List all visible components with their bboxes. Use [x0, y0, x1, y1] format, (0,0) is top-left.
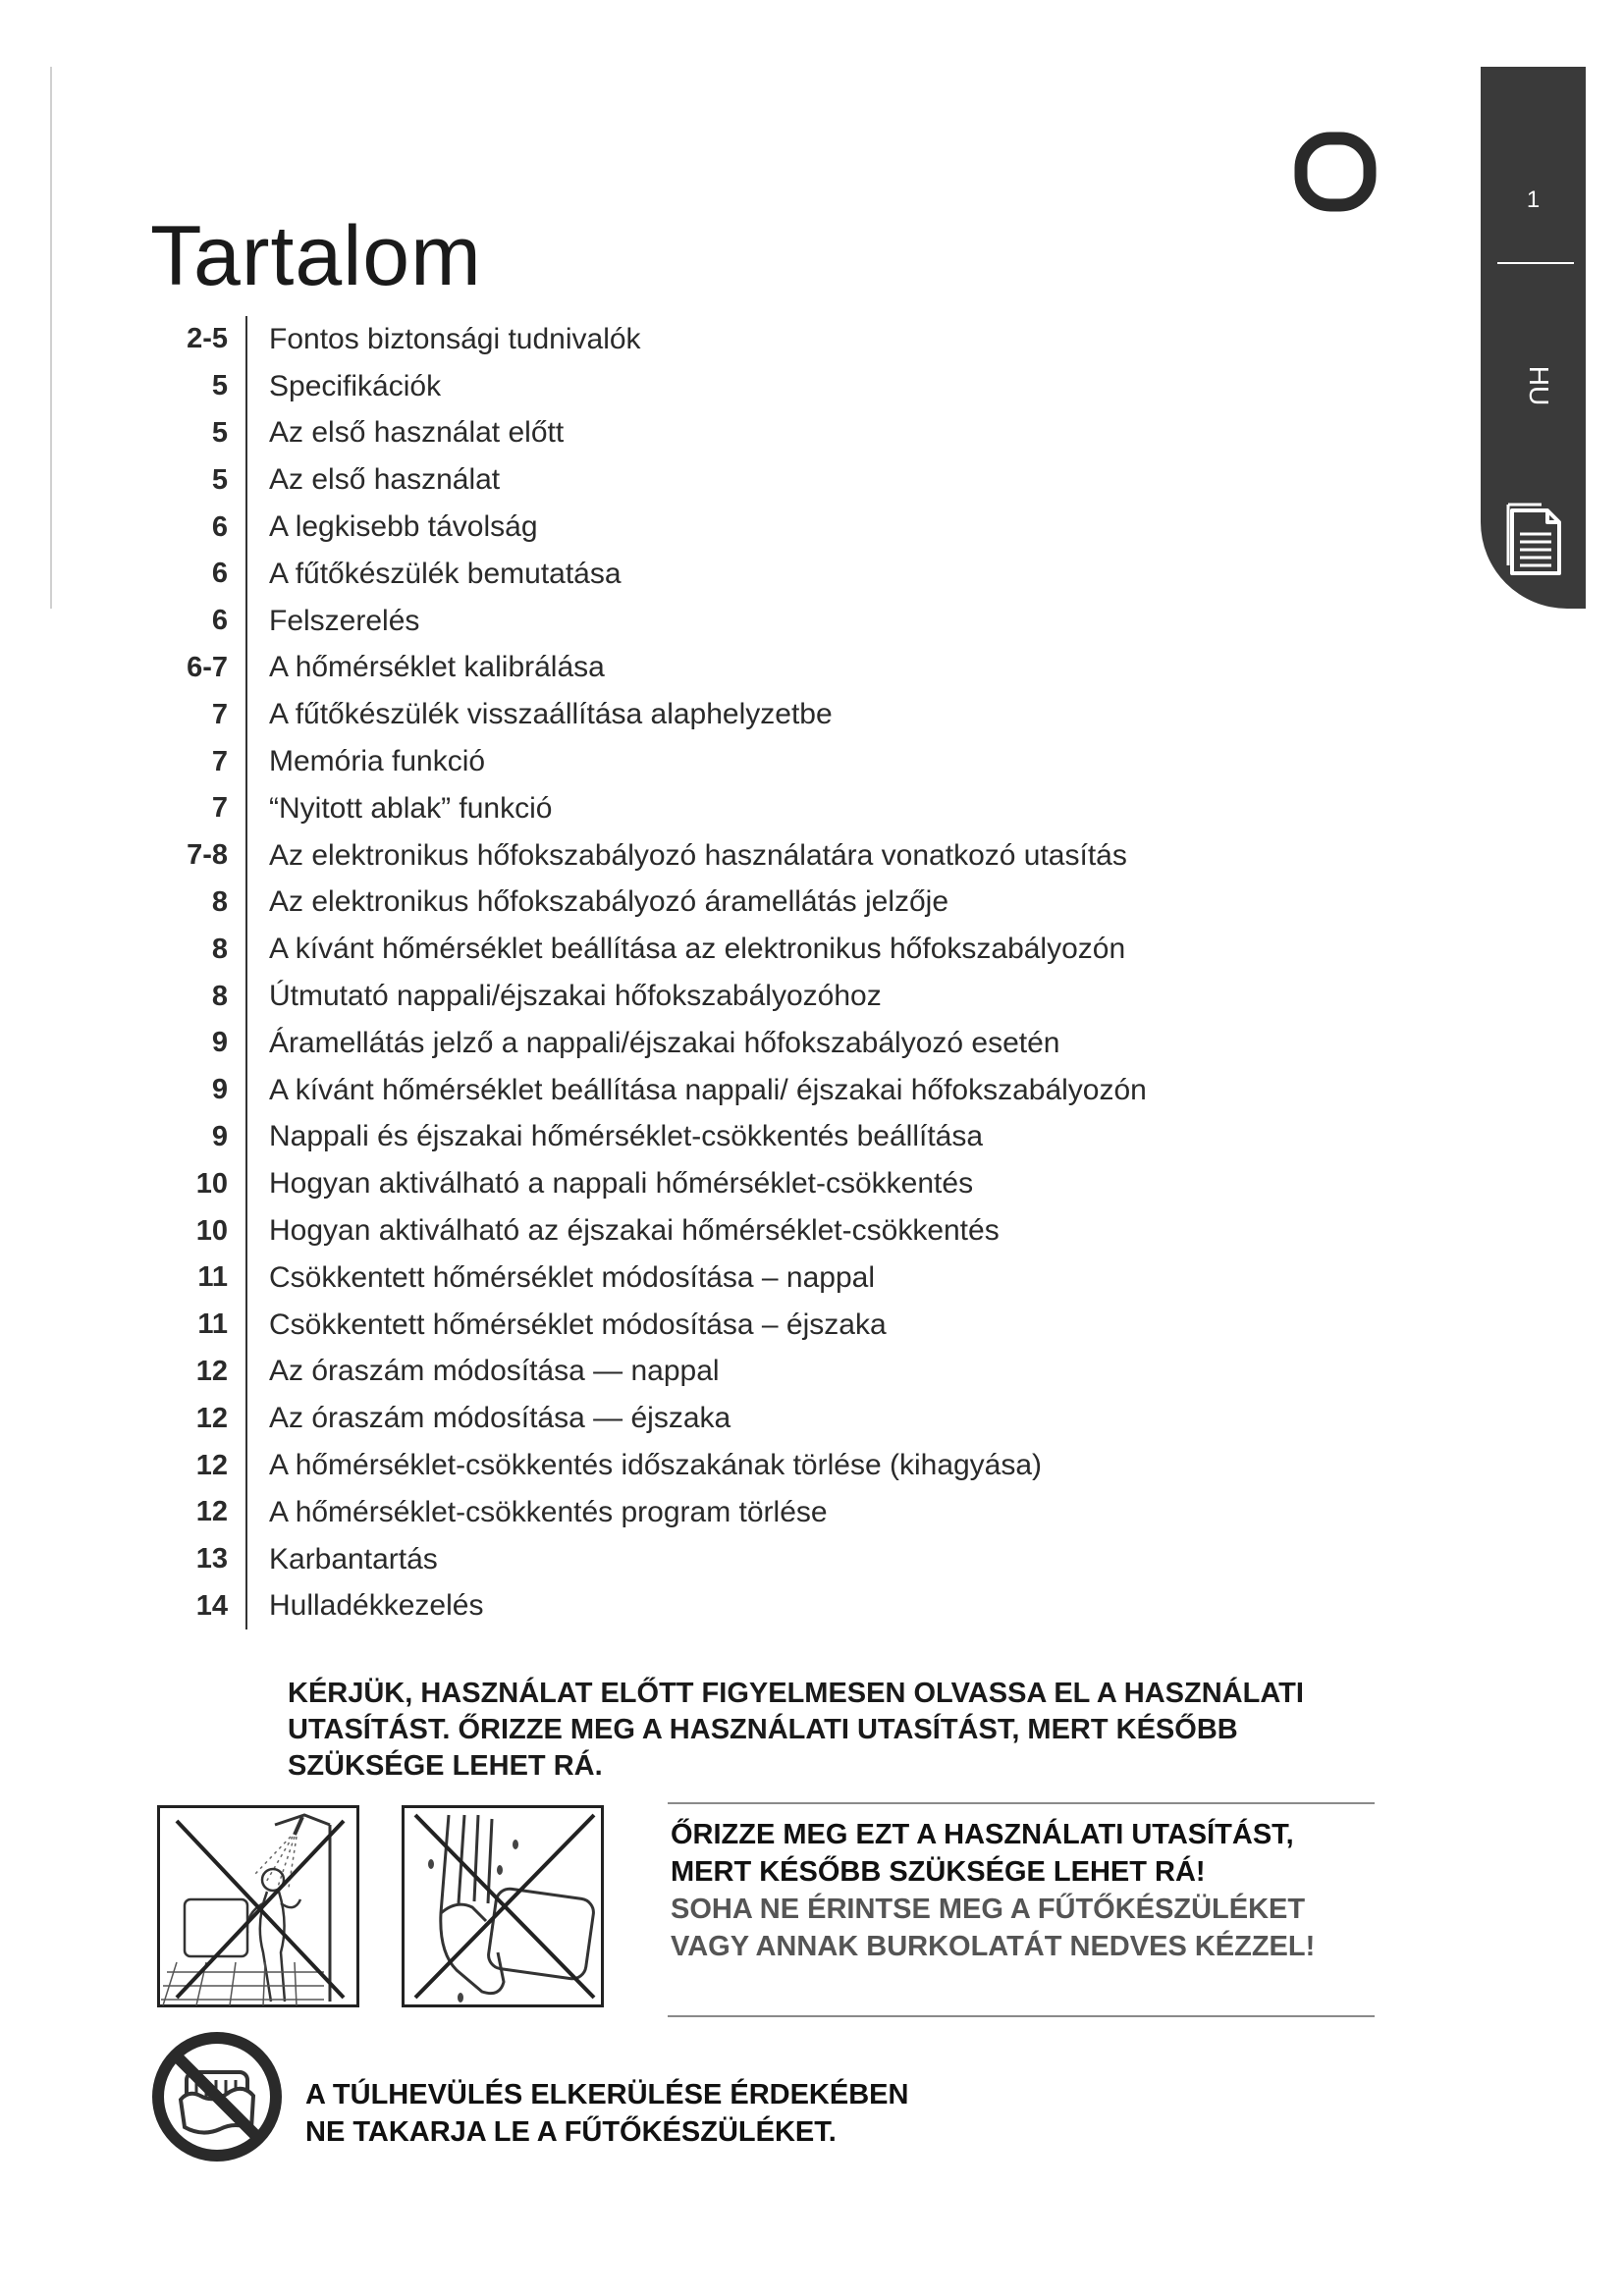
toc-page-number: 12	[195, 1402, 228, 1434]
no-shower-icon	[157, 1805, 359, 2007]
toc-page-number: 5	[211, 370, 228, 402]
toc-entry-title: Az óraszám módosítása — nappal	[269, 1355, 720, 1388]
toc-page-number: 7	[211, 745, 228, 777]
toc-entry-title: Az elektronikus hőfokszabályozó áramellátás jelzője	[269, 885, 949, 919]
toc-entry	[147, 551, 1326, 598]
toc-entry-title: Áramellátás jelző a nappali/éjszakai hőfokszabályozó esetén	[269, 1026, 1060, 1059]
toc-entry	[147, 1020, 1326, 1067]
wet-hands-line-2: VAGY ANNAK BURKOLATÁT NEDVES KÉZZEL!	[671, 1931, 1316, 1962]
toc-page-number: 8	[211, 885, 228, 918]
toc-entry	[147, 691, 1326, 738]
toc-entry	[147, 1067, 1326, 1114]
toc-page-number: 10	[195, 1167, 228, 1200]
wet-hands-line-1: SOHA NE ÉRINTSE MEG A FŰTŐKÉSZÜLÉKET	[671, 1894, 1306, 1925]
toc-page-number: 7	[211, 698, 228, 730]
toc-page-number: 9	[211, 1027, 228, 1059]
toc-entry-title: Fontos biztonsági tudnivalók	[269, 322, 641, 355]
toc-page-number: 12	[195, 1496, 228, 1528]
toc-entry-title: A kívánt hőmérséklet beállítása nappali/ éjszakai hőfokszabályozón	[269, 1073, 1147, 1106]
keep-manual-notice	[671, 1816, 1378, 1965]
brand-logo-icon	[1294, 132, 1377, 212]
toc-page-number: 5	[211, 416, 228, 449]
tab-divider	[1497, 262, 1574, 264]
toc-page-number: 7	[211, 792, 228, 825]
toc-entry-title: Hulladékkezelés	[269, 1589, 484, 1623]
toc-entry-title: Az első használat	[269, 463, 501, 497]
toc-entry	[147, 1489, 1326, 1536]
toc-entry	[147, 880, 1326, 927]
toc-page-number: 6	[211, 605, 228, 637]
toc-entry-title: A fűtőkészülék bemutatása	[269, 557, 622, 590]
toc-entry-title: Hogyan aktiválható az éjszakai hőmérséklet-csökkentés	[269, 1214, 1000, 1248]
keep-line-2: MERT KÉSŐBB SZÜKSÉGE LEHET RÁ!	[671, 1856, 1206, 1888]
toc-entry-title: Az óraszám módosítása — éjszaka	[269, 1402, 731, 1435]
toc-page-number: 8	[211, 933, 228, 965]
toc-entry	[147, 1207, 1326, 1255]
toc-entry	[147, 1302, 1326, 1349]
toc-page-number: 13	[195, 1543, 228, 1575]
cover-line-1: A TÚLHEVÜLÉS ELKERÜLÉSE ÉRDEKÉBEN	[305, 2079, 909, 2110]
toc-page-number: 9	[211, 1120, 228, 1152]
toc-entry-title: Az elektronikus hőfokszabályozó használatára vonatkozó utasítás	[269, 838, 1127, 872]
toc-entry-title: Specifikációk	[269, 369, 442, 402]
page-number: 1	[1526, 187, 1541, 213]
cover-line-2: NE TAKARJA LE A FŰTŐKÉSZÜLÉKET.	[305, 2116, 837, 2148]
toc-page-number: 2-5	[187, 323, 228, 355]
toc-entry-title: Csökkentett hőmérséklet módosítása – nappal	[269, 1260, 876, 1294]
toc-entry-title: Útmutató nappali/éjszakai hőfokszabályozóhoz	[269, 980, 882, 1013]
toc-entry-title: Karbantartás	[269, 1542, 438, 1575]
toc-entry	[147, 410, 1326, 457]
toc-page-number: 11	[197, 1308, 228, 1341]
toc-page-number: 12	[195, 1449, 228, 1481]
toc-entry	[147, 1395, 1326, 1442]
toc-page-number: 12	[195, 1355, 228, 1387]
toc-entry	[147, 973, 1326, 1020]
toc-entry-title: Csökkentett hőmérséklet módosítása – éjszaka	[269, 1308, 887, 1341]
toc-entry-title: Hogyan aktiválható a nappali hőmérséklet-csökkentés	[269, 1167, 974, 1201]
toc-entry	[147, 1255, 1326, 1302]
toc-entry	[147, 785, 1326, 832]
page-title: Tartalom	[150, 209, 482, 303]
toc-page-number: 7-8	[187, 839, 228, 872]
margin-rule	[50, 67, 52, 609]
toc-entry	[147, 1536, 1326, 1583]
toc-entry	[147, 926, 1326, 973]
toc-entry	[147, 1114, 1326, 1161]
keep-line-1: ŐRIZZE MEG EZT A HASZNÁLATI UTASÍTÁST,	[671, 1819, 1294, 1850]
side-tab	[1481, 67, 1586, 609]
toc-entry-title: A hőmérséklet-csökkentés időszakának törlése (kihagyása)	[269, 1449, 1043, 1482]
toc-page-number: 14	[195, 1589, 228, 1622]
toc-entry	[147, 1583, 1326, 1630]
toc-entry-title: A hőmérséklet kalibrálása	[269, 651, 605, 684]
toc-entry-title: A kívánt hőmérséklet beállítása az elektronikus hőfokszabályozón	[269, 933, 1126, 966]
no-cover-notice	[305, 2076, 908, 2151]
notice-top-rule	[668, 1802, 1375, 1804]
toc-entry	[147, 316, 1326, 363]
language-label: HU	[1524, 365, 1554, 406]
notice-bottom-rule	[668, 2015, 1375, 2017]
toc-page-number: 8	[211, 980, 228, 1012]
toc-entry-title: Felszerelés	[269, 604, 420, 637]
toc-page-number: 6	[211, 510, 228, 543]
toc-page-number: 10	[195, 1214, 228, 1247]
toc-page-number: 5	[211, 463, 228, 496]
toc-entry	[147, 456, 1326, 504]
toc-entry	[147, 738, 1326, 785]
toc-entry-title: A legkisebb távolság	[269, 510, 538, 544]
toc-entry-title: Memória funkció	[269, 745, 486, 778]
toc-entry-title: A hőmérséklet-csökkentés program törlése	[269, 1495, 828, 1528]
toc-entry-title: Az első használat előtt	[269, 416, 565, 450]
document-icon	[1506, 497, 1569, 577]
toc-entry	[147, 832, 1326, 880]
toc-page-number: 9	[211, 1074, 228, 1106]
no-cover-icon	[151, 2031, 283, 2163]
toc-entry-title: “Nyitott ablak” funkció	[269, 791, 553, 825]
toc-entry	[147, 363, 1326, 410]
toc-entry	[147, 1349, 1326, 1396]
toc-entry	[147, 645, 1326, 692]
toc-entry-title: Nappali és éjszakai hőmérséklet-csökkentés beállítása	[269, 1120, 984, 1153]
toc-page-number: 6-7	[187, 651, 228, 683]
toc-page-number: 11	[197, 1261, 228, 1294]
toc-entry	[147, 1442, 1326, 1489]
table-of-contents	[147, 316, 1326, 1629]
no-wet-hands-icon	[402, 1805, 604, 2007]
toc-entry	[147, 504, 1326, 551]
toc-page-number: 6	[211, 558, 228, 590]
read-before-use-notice: KÉRJÜK, HASZNÁLAT ELŐTT FIGYELMESEN OLVASSA EL A HASZNÁLATI UTASÍTÁST. ŐRIZZE MEG A HASZNÁLATI UTASÍTÁST, MERT KÉSŐBB SZÜKSÉGE LEHET RÁ.	[288, 1678, 1304, 1782]
toc-entry-title: A fűtőkészülék visszaállítása alaphelyzetbe	[269, 698, 833, 731]
toc-entry	[147, 598, 1326, 645]
toc-entry	[147, 1160, 1326, 1207]
